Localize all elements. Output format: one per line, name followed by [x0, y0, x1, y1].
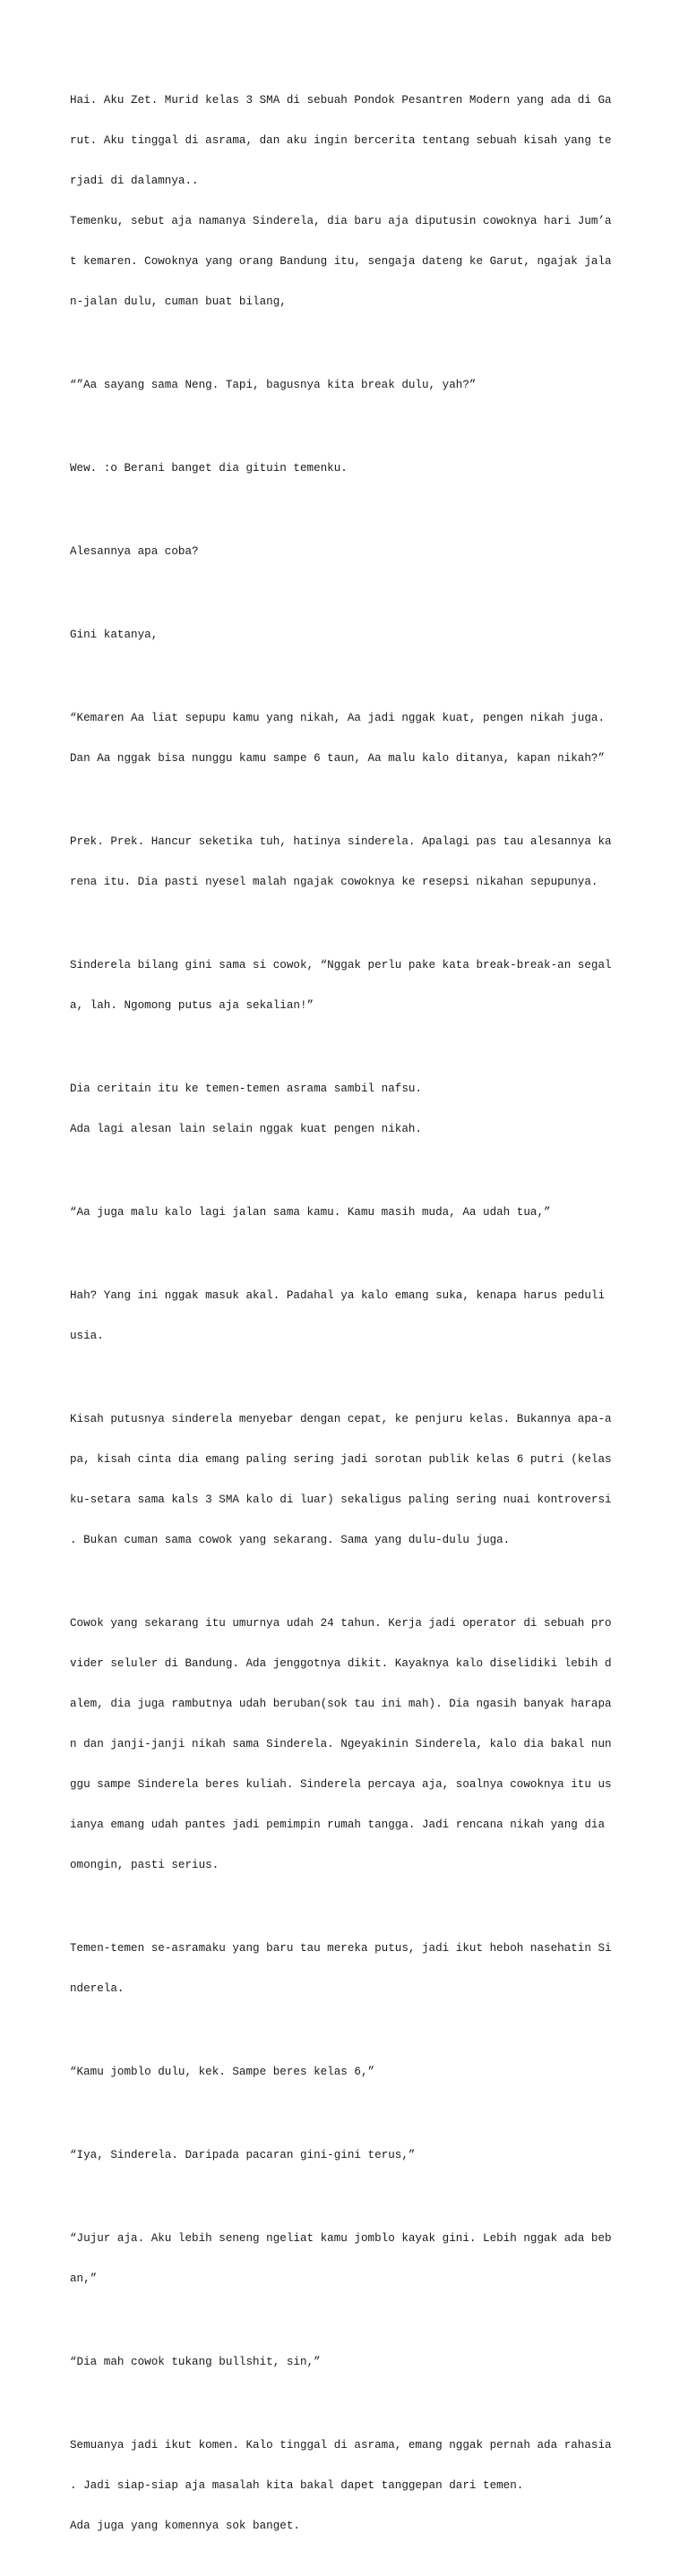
paragraph-13	[70, 1590, 652, 1899]
text-line: Temen-temen se-asramaku yang baru tau mereka putus, jadi ikut heboh nasehatin Si	[70, 1942, 612, 1955]
paragraph-12	[70, 1386, 652, 1574]
paragraph-6	[70, 685, 652, 792]
text-line: rut. Aku tinggal di asrama, dan aku ingin bercerita tentang sebuah kisah yang te	[70, 134, 612, 147]
paragraph-14	[70, 1915, 652, 2023]
text-line: Alesannya apa coba?	[70, 545, 199, 558]
paragraph-9	[70, 1056, 652, 1163]
paragraph-2	[70, 352, 652, 419]
text-line: Kisah putusnya sinderela menyebar dengan cepat, ke penjuru kelas. Bukannya apa-a	[70, 1413, 612, 1425]
text-line: Dan Aa nggak bisa nunggu kamu sampe 6 taun, Aa malu kalo ditanya, kapan nikah?”	[70, 752, 606, 765]
paragraph-1	[70, 67, 652, 336]
text-line: omongin, pasti serius.	[70, 1859, 219, 1871]
text-line: Semuanya jadi ikut komen. Kalo tinggal di asrama, emang nggak pernah ada rahasia	[70, 2439, 612, 2452]
paragraph-4	[70, 518, 652, 586]
paragraph-18	[70, 2329, 652, 2396]
text-line: “”Aa sayang sama Neng. Tapi, bagusnya kita break dulu, yah?”	[70, 379, 477, 391]
paragraph-17	[70, 2205, 652, 2313]
text-line: “Dia mah cowok tukang bullshit, sin,”	[70, 2356, 321, 2368]
text-line: a, lah. Ngomong putus aja sekalian!”	[70, 999, 314, 1012]
text-line: ggu sampe Sinderela beres kuliah. Sinderela percaya aja, soalnya cowoknya itu us	[70, 1778, 612, 1791]
text-line: ku-setara sama kals 3 SMA kalo di luar) sekaligus paling sering nuai kontroversi	[70, 1493, 612, 1506]
text-line: pa, kisah cinta dia emang paling sering jadi sorotan publik kelas 6 putri (kelas	[70, 1453, 612, 1466]
text-line: Prek. Prek. Hancur seketika tuh, hatinya sinderela. Apalagi pas tau alesannya ka	[70, 835, 612, 848]
text-line: “Aa juga malu kalo lagi jalan sama kamu. Kamu masih muda, Aa udah tua,”	[70, 1206, 551, 1219]
paragraph-3	[70, 435, 652, 502]
text-line: vider seluler di Bandung. Ada jenggotnya dikit. Kayaknya kalo diselidiki lebih d	[70, 1657, 612, 1670]
paragraph-10	[70, 1179, 652, 1246]
text-line: Sinderela bilang gini sama si cowok, “Nggak perlu pake kata break-break-an segal	[70, 959, 612, 971]
text-line: Gini katanya,	[70, 629, 159, 641]
paragraph-16	[70, 2122, 652, 2189]
paragraph-8	[70, 932, 652, 1040]
document-page	[70, 67, 652, 2576]
text-line: n-jalan dulu, cuman buat bilang,	[70, 295, 287, 308]
text-line: . Bukan cuman sama cowok yang sekarang. Sama yang dulu-dulu juga.	[70, 1534, 511, 1546]
paragraph-11	[70, 1262, 652, 1370]
text-line: ianya emang udah pantes jadi pemimpin rumah tangga. Jadi rencana nikah yang dia	[70, 1819, 606, 1831]
paragraph-19	[70, 2412, 652, 2560]
text-line: t kemaren. Cowoknya yang orang Bandung itu, sengaja dateng ke Garut, ngajak jala	[70, 255, 612, 268]
paragraph-15	[70, 2039, 652, 2106]
text-line: Dia ceritain itu ke temen-temen asrama sambil nafsu.	[70, 1083, 422, 1095]
text-line: . Jadi siap-siap aja masalah kita bakal dapet tanggepan dari temen.	[70, 2479, 524, 2492]
text-line: Hah? Yang ini nggak masuk akal. Padahal ya kalo emang suka, kenapa harus peduli	[70, 1289, 606, 1302]
text-line: Cowok yang sekarang itu umurnya udah 24 tahun. Kerja jadi operator di sebuah pro	[70, 1617, 612, 1630]
text-line: Temenku, sebut aja namanya Sinderela, dia baru aja diputusin cowoknya hari Jum’a	[70, 215, 612, 227]
paragraph-5	[70, 602, 652, 669]
text-line: alem, dia juga rambutnya udah beruban(sok tau ini mah). Dia ngasih banyak harapa	[70, 1698, 612, 1710]
text-line: rena itu. Dia pasti nyesel malah ngajak cowoknya ke resepsi nikahan sepupunya.	[70, 876, 598, 888]
text-line: Wew. :o Berani banget dia gituin temenku.	[70, 462, 348, 475]
text-line: rjadi di dalamnya..	[70, 175, 199, 187]
paragraph-7	[70, 809, 652, 916]
text-line: an,”	[70, 2272, 98, 2285]
text-line: “Iya, Sinderela. Daripada pacaran gini-gini terus,”	[70, 2149, 416, 2161]
text-line: nderela.	[70, 1982, 125, 1995]
text-line: Ada lagi alesan lain selain nggak kuat pengen nikah.	[70, 1123, 422, 1135]
text-line: n dan janji-janji nikah sama Sinderela. Ngeyakinin Sinderela, kalo dia bakal nun	[70, 1738, 612, 1750]
text-line: Hai. Aku Zet. Murid kelas 3 SMA di sebuah Pondok Pesantren Modern yang ada di Ga	[70, 94, 612, 107]
text-line: “Jujur aja. Aku lebih seneng ngeliat kamu jomblo kayak gini. Lebih nggak ada beb	[70, 2232, 612, 2245]
text-line: Ada juga yang komennya sok banget.	[70, 2520, 300, 2532]
text-line: “Kamu jomblo dulu, kek. Sampe beres kelas 6,”	[70, 2066, 375, 2078]
text-line: usia.	[70, 1330, 104, 1342]
text-line: “Kemaren Aa liat sepupu kamu yang nikah, Aa jadi nggak kuat, pengen nikah juga.	[70, 712, 606, 724]
